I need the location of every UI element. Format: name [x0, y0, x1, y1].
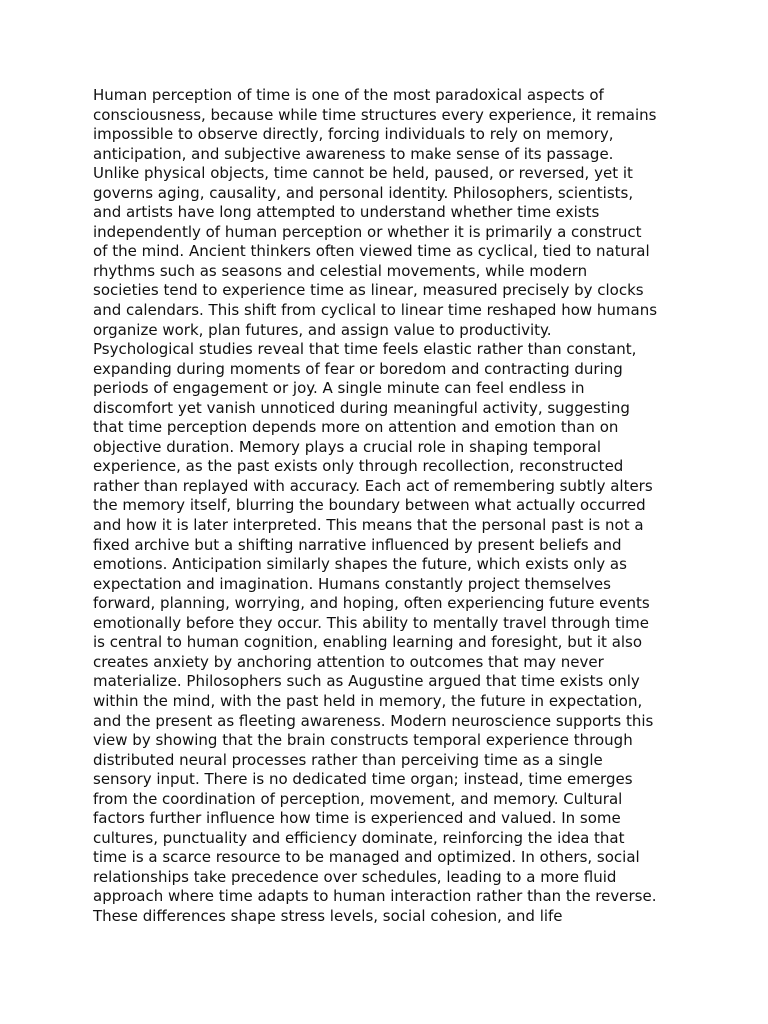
text-line: Unlike physical objects, time cannot be held, paused, or reversed, yet it	[93, 164, 633, 183]
text-line: within the mind, with the past held in memory, the future in expectation,	[93, 691, 643, 710]
text-line: anticipation, and subjective awareness to make sense of its passage.	[93, 144, 614, 163]
text-line: the memory itself, blurring the boundary between what actually occurred	[93, 496, 646, 515]
text-line: that time perception depends more on attention and emotion than on	[93, 418, 619, 437]
text-line: sensory input. There is no dedicated time organ; instead, time emerges	[93, 770, 633, 789]
text-line: creates anxiety by anchoring attention to outcomes that may never	[93, 652, 604, 671]
text-line: materialize. Philosophers such as Augustine argued that time exists only	[93, 672, 640, 691]
text-line: approach where time adapts to human interaction rather than the reverse.	[93, 887, 657, 906]
text-line: is central to human cognition, enabling learning and foresight, but it also	[93, 633, 643, 652]
text-line: emotionally before they occur. This ability to mentally travel through time	[93, 613, 649, 632]
text-line: fixed archive but a shifting narrative influenced by present beliefs and	[93, 535, 622, 554]
text-line: impossible to observe directly, forcing individuals to rely on memory,	[93, 125, 614, 144]
text-line: and artists have long attempted to understand whether time exists	[93, 203, 600, 222]
text-line: expanding during moments of fear or boredom and contracting during	[93, 359, 623, 378]
text-line: organize work, plan futures, and assign value to productivity.	[93, 320, 552, 339]
text-line: from the coordination of perception, movement, and memory. Cultural	[93, 789, 623, 808]
text-line: of the mind. Ancient thinkers often viewed time as cyclical, tied to natural	[93, 242, 650, 261]
text-line: view by showing that the brain constructs temporal experience through	[93, 731, 633, 750]
text-line: These differences shape stress levels, social cohesion, and life	[93, 906, 563, 925]
text-line: distributed neural processes rather than perceiving time as a single	[93, 750, 603, 769]
text-line: relationships take precedence over schedules, leading to a more fluid	[93, 867, 617, 886]
text-line: factors further influence how time is experienced and valued. In some	[93, 809, 621, 828]
text-line: time is a scarce resource to be managed and optimized. In others, social	[93, 848, 640, 867]
text-line: rhythms such as seasons and celestial movements, while modern	[93, 261, 588, 280]
text-line: discomfort yet vanish unnoticed during meaningful activity, suggesting	[93, 398, 630, 417]
text-line: Psychological studies reveal that time feels elastic rather than constant,	[93, 340, 637, 359]
text-line: societies tend to experience time as linear, measured precisely by clocks	[93, 281, 644, 300]
text-line: emotions. Anticipation similarly shapes the future, which exists only as	[93, 555, 627, 574]
text-line: consciousness, because while time structures every experience, it remains	[93, 105, 657, 124]
text-line: and the present as fleeting awareness. Modern neuroscience supports this	[93, 711, 654, 730]
text-line: and how it is later interpreted. This means that the personal past is not a	[93, 516, 644, 535]
text-line: governs aging, causality, and personal identity. Philosophers, scientists,	[93, 183, 634, 202]
text-line: periods of engagement or joy. A single minute can feel endless in	[93, 379, 585, 398]
body-paragraph	[93, 86, 693, 927]
text-line: expectation and imagination. Humans constantly project themselves	[93, 574, 611, 593]
text-line: forward, planning, worrying, and hoping, often experiencing future events	[93, 594, 650, 613]
text-line: experience, as the past exists only through recollection, reconstructed	[93, 457, 624, 476]
text-line: rather than replayed with accuracy. Each act of remembering subtly alters	[93, 476, 653, 495]
text-line: independently of human perception or whether it is primarily a construct	[93, 222, 642, 241]
text-line: cultures, punctuality and efficiency dominate, reinforcing the idea that	[93, 828, 625, 847]
text-line: Human perception of time is one of the most paradoxical aspects of	[93, 86, 604, 104]
text-line: objective duration. Memory plays a crucial role in shaping temporal	[93, 437, 602, 456]
text-line: and calendars. This shift from cyclical to linear time reshaped how humans	[93, 301, 658, 320]
